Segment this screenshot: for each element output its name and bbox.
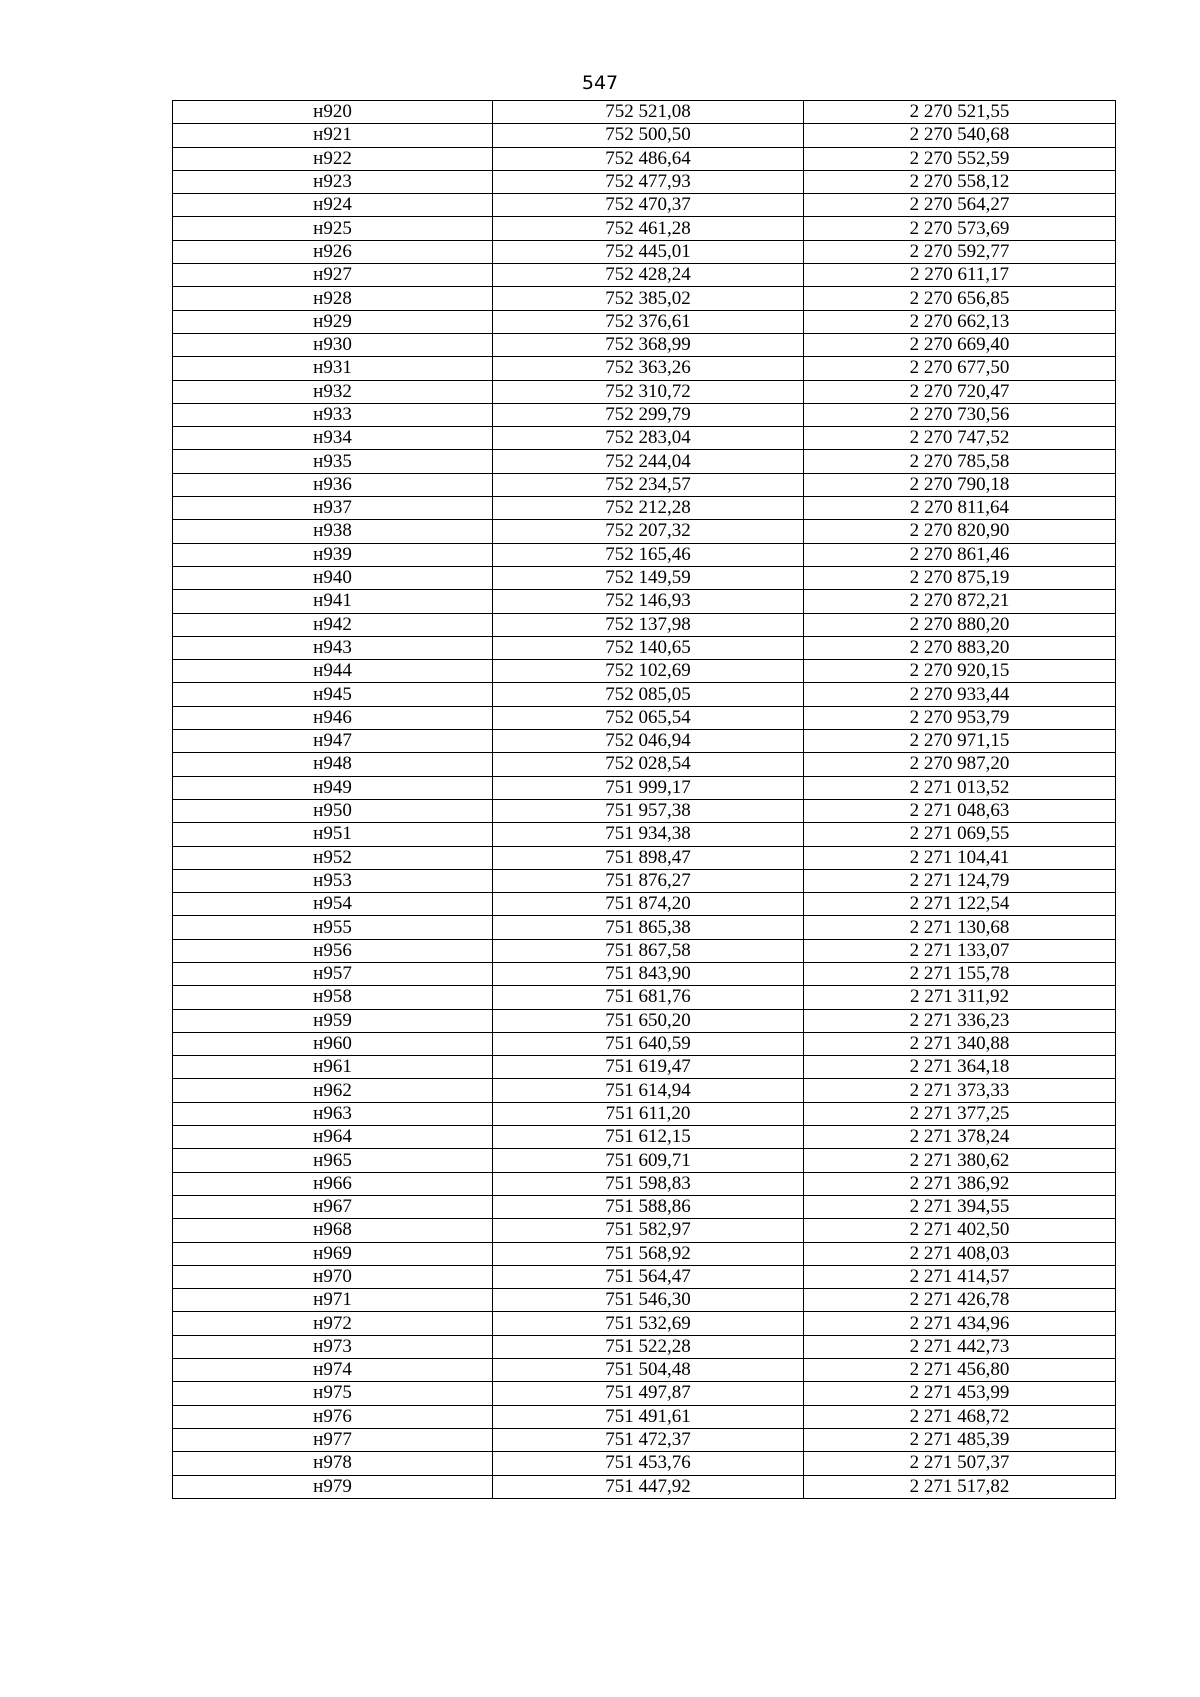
x-coordinate-cell: 751 564,47 — [493, 1265, 804, 1288]
x-coordinate-cell: 752 207,32 — [493, 520, 804, 543]
x-coordinate-cell: 752 368,99 — [493, 333, 804, 356]
y-coordinate-cell: 2 271 048,63 — [804, 799, 1116, 822]
table-row — [173, 520, 1116, 543]
y-coordinate-cell: 2 270 920,15 — [804, 660, 1116, 683]
table-row — [173, 986, 1116, 1009]
table-row — [173, 613, 1116, 636]
table-row — [173, 1452, 1116, 1475]
table-row — [173, 217, 1116, 240]
table-row — [173, 730, 1116, 753]
table-row — [173, 427, 1116, 450]
y-coordinate-cell: 2 270 656,85 — [804, 287, 1116, 310]
x-coordinate-cell: 752 376,61 — [493, 310, 804, 333]
table-row — [173, 194, 1116, 217]
table-row — [173, 962, 1116, 985]
y-coordinate-cell: 2 270 861,46 — [804, 543, 1116, 566]
point-id-cell: н979 — [173, 1475, 493, 1498]
x-coordinate-cell: 751 504,48 — [493, 1359, 804, 1382]
x-coordinate-cell: 752 363,26 — [493, 357, 804, 380]
x-coordinate-cell: 751 612,15 — [493, 1126, 804, 1149]
table-row — [173, 1172, 1116, 1195]
point-id-cell: н954 — [173, 893, 493, 916]
point-id-cell: н963 — [173, 1102, 493, 1125]
y-coordinate-cell: 2 270 730,56 — [804, 403, 1116, 426]
x-coordinate-cell: 752 137,98 — [493, 613, 804, 636]
y-coordinate-cell: 2 271 336,23 — [804, 1009, 1116, 1032]
point-id-cell: н942 — [173, 613, 493, 636]
y-coordinate-cell: 2 271 414,57 — [804, 1265, 1116, 1288]
point-id-cell: н972 — [173, 1312, 493, 1335]
point-id-cell: н976 — [173, 1405, 493, 1428]
x-coordinate-cell: 752 212,28 — [493, 497, 804, 520]
x-coordinate-cell: 752 461,28 — [493, 217, 804, 240]
table-row — [173, 1056, 1116, 1079]
y-coordinate-cell: 2 270 953,79 — [804, 706, 1116, 729]
y-coordinate-cell: 2 271 104,41 — [804, 846, 1116, 869]
table-row — [173, 753, 1116, 776]
y-coordinate-cell: 2 271 485,39 — [804, 1428, 1116, 1451]
table-row — [173, 450, 1116, 473]
y-coordinate-cell: 2 270 564,27 — [804, 194, 1116, 217]
y-coordinate-cell: 2 271 122,54 — [804, 893, 1116, 916]
point-id-cell: н932 — [173, 380, 493, 403]
x-coordinate-cell: 751 598,83 — [493, 1172, 804, 1195]
x-coordinate-cell: 752 477,93 — [493, 170, 804, 193]
table-row — [173, 380, 1116, 403]
x-coordinate-cell: 751 522,28 — [493, 1335, 804, 1358]
x-coordinate-cell: 752 065,54 — [493, 706, 804, 729]
table-row — [173, 1289, 1116, 1312]
y-coordinate-cell: 2 271 402,50 — [804, 1219, 1116, 1242]
point-id-cell: н965 — [173, 1149, 493, 1172]
point-id-cell: н969 — [173, 1242, 493, 1265]
table-row — [173, 1359, 1116, 1382]
x-coordinate-cell: 752 445,01 — [493, 240, 804, 263]
x-coordinate-cell: 751 614,94 — [493, 1079, 804, 1102]
y-coordinate-cell: 2 270 592,77 — [804, 240, 1116, 263]
y-coordinate-cell: 2 270 880,20 — [804, 613, 1116, 636]
table-row — [173, 590, 1116, 613]
x-coordinate-cell: 752 140,65 — [493, 636, 804, 659]
y-coordinate-cell: 2 271 124,79 — [804, 869, 1116, 892]
table-row — [173, 357, 1116, 380]
x-coordinate-cell: 751 611,20 — [493, 1102, 804, 1125]
y-coordinate-cell: 2 271 394,55 — [804, 1195, 1116, 1218]
point-id-cell: н928 — [173, 287, 493, 310]
table-row — [173, 1405, 1116, 1428]
table-row — [173, 566, 1116, 589]
table-row — [173, 660, 1116, 683]
x-coordinate-cell: 751 453,76 — [493, 1452, 804, 1475]
y-coordinate-cell: 2 271 507,37 — [804, 1452, 1116, 1475]
y-coordinate-cell: 2 271 434,96 — [804, 1312, 1116, 1335]
table-row — [173, 636, 1116, 659]
point-id-cell: н975 — [173, 1382, 493, 1405]
x-coordinate-cell: 751 999,17 — [493, 776, 804, 799]
table-row — [173, 939, 1116, 962]
table-row — [173, 1149, 1116, 1172]
y-coordinate-cell: 2 271 364,18 — [804, 1056, 1116, 1079]
point-id-cell: н924 — [173, 194, 493, 217]
y-coordinate-cell: 2 271 013,52 — [804, 776, 1116, 799]
y-coordinate-cell: 2 270 971,15 — [804, 730, 1116, 753]
table-row — [173, 170, 1116, 193]
x-coordinate-cell: 751 681,76 — [493, 986, 804, 1009]
x-coordinate-cell: 751 532,69 — [493, 1312, 804, 1335]
table-row — [173, 916, 1116, 939]
point-id-cell: н925 — [173, 217, 493, 240]
table-row — [173, 1242, 1116, 1265]
x-coordinate-cell: 751 497,87 — [493, 1382, 804, 1405]
x-coordinate-cell: 752 028,54 — [493, 753, 804, 776]
x-coordinate-cell: 751 491,61 — [493, 1405, 804, 1428]
x-coordinate-cell: 752 146,93 — [493, 590, 804, 613]
point-id-cell: н939 — [173, 543, 493, 566]
y-coordinate-cell: 2 270 820,90 — [804, 520, 1116, 543]
point-id-cell: н940 — [173, 566, 493, 589]
y-coordinate-cell: 2 270 573,69 — [804, 217, 1116, 240]
x-coordinate-cell: 751 650,20 — [493, 1009, 804, 1032]
table-row — [173, 543, 1116, 566]
x-coordinate-cell: 752 486,64 — [493, 147, 804, 170]
point-id-cell: н931 — [173, 357, 493, 380]
table-row — [173, 101, 1116, 124]
point-id-cell: н958 — [173, 986, 493, 1009]
x-coordinate-cell: 752 244,04 — [493, 450, 804, 473]
point-id-cell: н941 — [173, 590, 493, 613]
point-id-cell: н934 — [173, 427, 493, 450]
point-id-cell: н927 — [173, 264, 493, 287]
table-row — [173, 1102, 1116, 1125]
y-coordinate-cell: 2 271 133,07 — [804, 939, 1116, 962]
point-id-cell: н955 — [173, 916, 493, 939]
x-coordinate-cell: 751 843,90 — [493, 962, 804, 985]
table-row — [173, 473, 1116, 496]
point-id-cell: н933 — [173, 403, 493, 426]
x-coordinate-cell: 752 500,50 — [493, 124, 804, 147]
point-id-cell: н953 — [173, 869, 493, 892]
x-coordinate-cell: 751 588,86 — [493, 1195, 804, 1218]
x-coordinate-cell: 752 310,72 — [493, 380, 804, 403]
table-row — [173, 333, 1116, 356]
y-coordinate-cell: 2 271 442,73 — [804, 1335, 1116, 1358]
y-coordinate-cell: 2 271 311,92 — [804, 986, 1116, 1009]
table-row — [173, 869, 1116, 892]
table-row — [173, 147, 1116, 170]
table-row — [173, 1126, 1116, 1149]
point-id-cell: н949 — [173, 776, 493, 799]
coordinates-table-body — [173, 101, 1116, 1499]
coordinates-table — [172, 100, 1116, 1499]
x-coordinate-cell: 752 234,57 — [493, 473, 804, 496]
y-coordinate-cell: 2 271 386,92 — [804, 1172, 1116, 1195]
y-coordinate-cell: 2 270 987,20 — [804, 753, 1116, 776]
point-id-cell: н922 — [173, 147, 493, 170]
page-number: 547 — [581, 72, 619, 94]
y-coordinate-cell: 2 271 380,62 — [804, 1149, 1116, 1172]
y-coordinate-cell: 2 270 662,13 — [804, 310, 1116, 333]
point-id-cell: н974 — [173, 1359, 493, 1382]
table-row — [173, 240, 1116, 263]
point-id-cell: н966 — [173, 1172, 493, 1195]
point-id-cell: н944 — [173, 660, 493, 683]
x-coordinate-cell: 751 867,58 — [493, 939, 804, 962]
table-row — [173, 124, 1116, 147]
x-coordinate-cell: 751 582,97 — [493, 1219, 804, 1242]
table-row — [173, 1195, 1116, 1218]
table-row — [173, 706, 1116, 729]
point-id-cell: н957 — [173, 962, 493, 985]
y-coordinate-cell: 2 270 785,58 — [804, 450, 1116, 473]
point-id-cell: н961 — [173, 1056, 493, 1079]
table-row — [173, 776, 1116, 799]
table-row — [173, 1265, 1116, 1288]
table-row — [173, 1079, 1116, 1102]
table-row — [173, 497, 1116, 520]
point-id-cell: н950 — [173, 799, 493, 822]
x-coordinate-cell: 751 865,38 — [493, 916, 804, 939]
y-coordinate-cell: 2 271 340,88 — [804, 1032, 1116, 1055]
y-coordinate-cell: 2 270 669,40 — [804, 333, 1116, 356]
x-coordinate-cell: 751 609,71 — [493, 1149, 804, 1172]
point-id-cell: н923 — [173, 170, 493, 193]
y-coordinate-cell: 2 271 373,33 — [804, 1079, 1116, 1102]
point-id-cell: н977 — [173, 1428, 493, 1451]
y-coordinate-cell: 2 270 720,47 — [804, 380, 1116, 403]
point-id-cell: н951 — [173, 823, 493, 846]
x-coordinate-cell: 752 046,94 — [493, 730, 804, 753]
point-id-cell: н929 — [173, 310, 493, 333]
point-id-cell: н937 — [173, 497, 493, 520]
x-coordinate-cell: 752 521,08 — [493, 101, 804, 124]
x-coordinate-cell: 752 385,02 — [493, 287, 804, 310]
y-coordinate-cell: 2 270 747,52 — [804, 427, 1116, 450]
x-coordinate-cell: 752 165,46 — [493, 543, 804, 566]
point-id-cell: н943 — [173, 636, 493, 659]
y-coordinate-cell: 2 270 540,68 — [804, 124, 1116, 147]
point-id-cell: н948 — [173, 753, 493, 776]
y-coordinate-cell: 2 271 468,72 — [804, 1405, 1116, 1428]
x-coordinate-cell: 751 546,30 — [493, 1289, 804, 1312]
x-coordinate-cell: 751 874,20 — [493, 893, 804, 916]
point-id-cell: н956 — [173, 939, 493, 962]
y-coordinate-cell: 2 270 883,20 — [804, 636, 1116, 659]
x-coordinate-cell: 752 149,59 — [493, 566, 804, 589]
point-id-cell: н964 — [173, 1126, 493, 1149]
table-row — [173, 1335, 1116, 1358]
point-id-cell: н973 — [173, 1335, 493, 1358]
point-id-cell: н971 — [173, 1289, 493, 1312]
x-coordinate-cell: 752 283,04 — [493, 427, 804, 450]
y-coordinate-cell: 2 271 130,68 — [804, 916, 1116, 939]
table-row — [173, 1219, 1116, 1242]
x-coordinate-cell: 751 568,92 — [493, 1242, 804, 1265]
x-coordinate-cell: 752 102,69 — [493, 660, 804, 683]
table-row — [173, 1428, 1116, 1451]
table-row — [173, 1312, 1116, 1335]
table-row — [173, 264, 1116, 287]
table-row — [173, 893, 1116, 916]
x-coordinate-cell: 751 447,92 — [493, 1475, 804, 1498]
y-coordinate-cell: 2 270 875,19 — [804, 566, 1116, 589]
y-coordinate-cell: 2 271 378,24 — [804, 1126, 1116, 1149]
point-id-cell: н936 — [173, 473, 493, 496]
x-coordinate-cell: 751 876,27 — [493, 869, 804, 892]
x-coordinate-cell: 752 085,05 — [493, 683, 804, 706]
y-coordinate-cell: 2 271 517,82 — [804, 1475, 1116, 1498]
table-row — [173, 823, 1116, 846]
point-id-cell: н945 — [173, 683, 493, 706]
y-coordinate-cell: 2 271 069,55 — [804, 823, 1116, 846]
x-coordinate-cell: 751 957,38 — [493, 799, 804, 822]
point-id-cell: н978 — [173, 1452, 493, 1475]
x-coordinate-cell: 752 299,79 — [493, 403, 804, 426]
y-coordinate-cell: 2 270 552,59 — [804, 147, 1116, 170]
table-row — [173, 403, 1116, 426]
point-id-cell: н920 — [173, 101, 493, 124]
point-id-cell: н970 — [173, 1265, 493, 1288]
y-coordinate-cell: 2 271 453,99 — [804, 1382, 1116, 1405]
y-coordinate-cell: 2 271 408,03 — [804, 1242, 1116, 1265]
y-coordinate-cell: 2 271 377,25 — [804, 1102, 1116, 1125]
y-coordinate-cell: 2 270 872,21 — [804, 590, 1116, 613]
table-row — [173, 310, 1116, 333]
point-id-cell: н926 — [173, 240, 493, 263]
table-row — [173, 799, 1116, 822]
table-row — [173, 1382, 1116, 1405]
point-id-cell: н946 — [173, 706, 493, 729]
point-id-cell: н959 — [173, 1009, 493, 1032]
point-id-cell: н938 — [173, 520, 493, 543]
y-coordinate-cell: 2 270 811,64 — [804, 497, 1116, 520]
y-coordinate-cell: 2 270 558,12 — [804, 170, 1116, 193]
y-coordinate-cell: 2 271 456,80 — [804, 1359, 1116, 1382]
point-id-cell: н921 — [173, 124, 493, 147]
table-row — [173, 1032, 1116, 1055]
y-coordinate-cell: 2 271 426,78 — [804, 1289, 1116, 1312]
table-row — [173, 1009, 1116, 1032]
point-id-cell: н968 — [173, 1219, 493, 1242]
point-id-cell: н960 — [173, 1032, 493, 1055]
table-row — [173, 1475, 1116, 1498]
x-coordinate-cell: 751 472,37 — [493, 1428, 804, 1451]
table-row — [173, 683, 1116, 706]
y-coordinate-cell: 2 270 611,17 — [804, 264, 1116, 287]
point-id-cell: н930 — [173, 333, 493, 356]
point-id-cell: н967 — [173, 1195, 493, 1218]
point-id-cell: н947 — [173, 730, 493, 753]
x-coordinate-cell: 752 470,37 — [493, 194, 804, 217]
x-coordinate-cell: 751 640,59 — [493, 1032, 804, 1055]
y-coordinate-cell: 2 270 521,55 — [804, 101, 1116, 124]
y-coordinate-cell: 2 270 790,18 — [804, 473, 1116, 496]
x-coordinate-cell: 751 898,47 — [493, 846, 804, 869]
table-row — [173, 287, 1116, 310]
y-coordinate-cell: 2 270 677,50 — [804, 357, 1116, 380]
y-coordinate-cell: 2 271 155,78 — [804, 962, 1116, 985]
x-coordinate-cell: 751 619,47 — [493, 1056, 804, 1079]
x-coordinate-cell: 751 934,38 — [493, 823, 804, 846]
point-id-cell: н935 — [173, 450, 493, 473]
table-row — [173, 846, 1116, 869]
point-id-cell: н962 — [173, 1079, 493, 1102]
point-id-cell: н952 — [173, 846, 493, 869]
y-coordinate-cell: 2 270 933,44 — [804, 683, 1116, 706]
x-coordinate-cell: 752 428,24 — [493, 264, 804, 287]
